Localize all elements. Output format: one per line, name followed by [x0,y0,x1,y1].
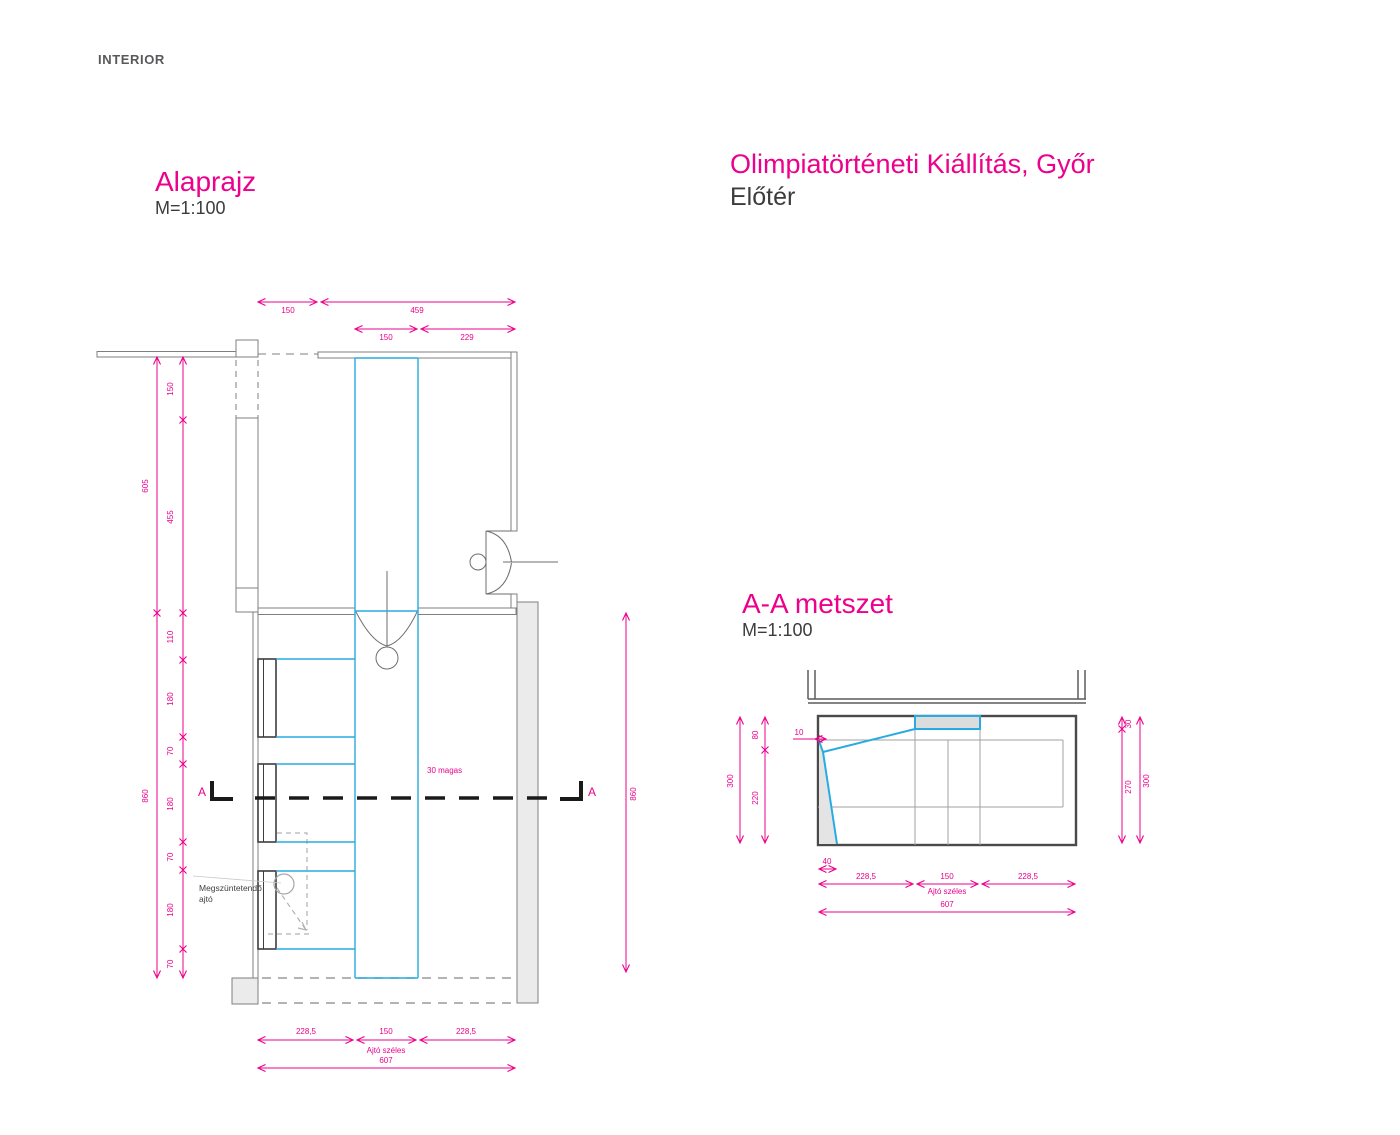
section-marker-label-left: A [197,785,207,799]
pier-right [517,602,538,1003]
dim-label: 228,5 [1017,872,1039,881]
dim-label: 150 [166,382,175,396]
pilaster-left-foot [236,588,258,612]
section-marker-bracket-left [212,781,233,799]
dim-label: 150 [281,306,295,315]
dim-label: 605 [141,479,150,493]
door-width-label: Ajtó széles [927,887,967,896]
plan-walls [97,340,538,1004]
plan-title: Alaprajz [155,166,257,197]
dim-label: 70 [166,746,175,756]
column-bottom-left [232,978,258,1004]
plan-dimension-labels [141,306,638,1065]
section-marker-label-right: A [587,785,597,799]
dim-label: 40 [822,857,832,866]
section-beam [915,716,980,729]
door-width-label: Ajtó széles [366,1046,406,1055]
dim-label: 180 [166,797,175,811]
wall-right-lower [511,594,517,608]
pilaster-left [236,418,258,588]
cabinet-1 [258,659,276,737]
arrow-head [298,922,306,930]
dim-label: 229 [460,333,474,342]
wall-top-main [318,352,516,358]
dim-label: 150 [379,1027,393,1036]
section-structure [808,670,1086,703]
dim-label: 10 [794,728,804,737]
swing-door-mid [355,571,418,669]
cabinets [258,659,276,949]
section-room-outline [818,716,1076,845]
dim-label: 455 [166,510,175,524]
wall-mid-right [418,608,516,615]
shelf-height-note: 30 magas [427,766,463,775]
door-knob [376,647,398,669]
dim-label: 70 [166,959,175,969]
dim-label: 180 [166,692,175,706]
floor-plan [97,302,638,1068]
plan-blue-overlay [276,358,418,978]
dim-label: 607 [379,1056,393,1065]
dim-label: 459 [410,306,424,315]
dim-label: 228,5 [295,1027,317,1036]
demolish-note-line1: Megszüntetendő [199,883,262,893]
leader-line [193,876,281,883]
section-drawing [726,670,1151,912]
dim-label: 220 [751,791,760,805]
dim-label: 228,5 [455,1027,477,1036]
section-marker-bracket-right [560,781,581,799]
dim-label: 300 [726,774,735,788]
plan-dimensions [157,302,626,1068]
column-top-left [236,340,258,357]
dim-label: 80 [751,730,760,740]
section-title: A-A metszet [742,588,893,619]
dim-label: 607 [940,900,954,909]
door-swing-arc [387,610,418,646]
wall-right-upper [511,352,517,531]
dim-label: 228,5 [855,872,877,881]
door-swing-arc [486,531,512,562]
dim-label: 860 [141,789,150,803]
brand-logo: INTERIOR [98,52,165,67]
door-swing-arc [355,610,387,646]
dim-label: 270 [1124,780,1133,794]
project-title: Olimpiatörténeti Kiállítás, Győr [730,149,1095,179]
dim-label: 860 [629,787,638,801]
dim-label: 110 [166,630,175,644]
door-knob [470,554,486,570]
section-scale: M=1:100 [742,620,813,641]
wall-top-left [97,352,236,358]
cabinet-2 [258,764,276,842]
dim-label: 180 [166,903,175,917]
plan-scale: M=1:100 [155,198,226,219]
project-subtitle: Előtér [730,182,796,211]
double-door-right [470,531,558,594]
demolish-note-line2: ajtó [199,894,213,904]
dim-label: 70 [166,852,175,862]
wall-mid-left [258,608,355,615]
dim-label: 150 [940,872,954,881]
dim-label: 150 [379,333,393,342]
door-swing-arc [486,563,512,594]
dim-label: 30 [1124,719,1133,729]
dim-label: 300 [1142,774,1151,788]
